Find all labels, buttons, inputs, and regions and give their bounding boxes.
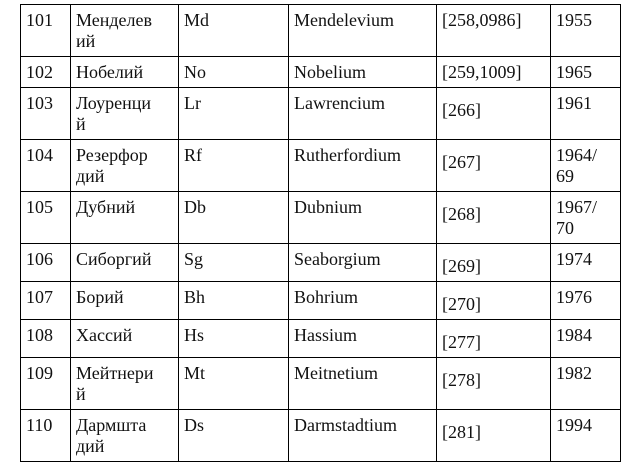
atomic-number-cell-text: 105 (26, 197, 53, 217)
atomic-number-cell-text: 101 (26, 10, 53, 30)
symbol-cell (179, 320, 289, 358)
atomic-number-cell-text: 102 (26, 62, 53, 82)
russian-name-cell-text: Менделев ий (76, 10, 153, 51)
atomic-number-cell (21, 410, 71, 462)
russian-name-cell-text: Нобелий (76, 62, 144, 82)
atomic-number-cell (21, 320, 71, 358)
table-row (21, 5, 621, 57)
english-name-cell (289, 5, 437, 57)
english-name-cell (289, 282, 437, 320)
russian-name-cell (71, 282, 179, 320)
atomic-number-cell-text: 108 (26, 325, 53, 345)
atomic-number-cell (21, 244, 71, 282)
table-row (21, 244, 621, 282)
english-name-cell-text: Bohrium (294, 287, 359, 307)
english-name-cell-text: Dubnium (294, 197, 363, 217)
russian-name-cell (71, 88, 179, 140)
table-row (21, 282, 621, 320)
russian-name-cell (71, 320, 179, 358)
elements-table (20, 4, 621, 462)
english-name-cell (289, 320, 437, 358)
atomic-number-cell (21, 358, 71, 410)
table-row (21, 88, 621, 140)
symbol-cell (179, 244, 289, 282)
russian-name-cell-text: Сиборгий (76, 249, 152, 269)
atomic-mass-cell-text: [267] (442, 152, 481, 172)
atomic-mass-cell-text: [277] (442, 332, 481, 352)
symbol-cell-text: Rf (184, 145, 202, 165)
english-name-cell (289, 244, 437, 282)
atomic-mass-cell (437, 358, 551, 410)
english-name-cell (289, 358, 437, 410)
english-name-cell-text: Lawrencium (294, 93, 385, 113)
table-row (21, 410, 621, 462)
russian-name-cell (71, 358, 179, 410)
table-row (21, 320, 621, 358)
table-row (21, 358, 621, 410)
atomic-mass-cell (437, 320, 551, 358)
russian-name-cell-text: Дармшта дий (76, 415, 147, 456)
discovery-year-cell-text: 1965 (556, 62, 592, 82)
table-row (21, 140, 621, 192)
english-name-cell-text: Rutherfordium (294, 145, 401, 165)
discovery-year-cell-text: 1982 (556, 363, 592, 383)
discovery-year-cell (551, 358, 621, 410)
discovery-year-cell (551, 140, 621, 192)
atomic-mass-cell (437, 410, 551, 462)
english-name-cell-text: Meitnetium (294, 363, 378, 383)
english-name-cell-text: Darmstadtium (294, 415, 397, 435)
atomic-mass-cell-text: [281] (442, 422, 481, 442)
discovery-year-cell (551, 88, 621, 140)
atomic-mass-cell-text: [270] (442, 294, 481, 314)
english-name-cell (289, 57, 437, 88)
discovery-year-cell (551, 192, 621, 244)
discovery-year-cell (551, 57, 621, 88)
discovery-year-cell-text: 1955 (556, 10, 592, 30)
russian-name-cell-text: Дубний (76, 197, 136, 217)
russian-name-cell-text: Мейтнери й (76, 363, 154, 404)
atomic-mass-cell-text: [259,1009] (442, 62, 522, 82)
discovery-year-cell-text: 1967/ 70 (556, 197, 598, 238)
atomic-mass-cell (437, 5, 551, 57)
russian-name-cell (71, 57, 179, 88)
atomic-number-cell-text: 106 (26, 249, 53, 269)
atomic-number-cell (21, 57, 71, 88)
discovery-year-cell (551, 410, 621, 462)
symbol-cell (179, 88, 289, 140)
symbol-cell-text: Bh (184, 287, 206, 307)
symbol-cell (179, 282, 289, 320)
discovery-year-cell-text: 1984 (556, 325, 592, 345)
symbol-cell (179, 5, 289, 57)
english-name-cell (289, 88, 437, 140)
atomic-mass-cell-text: [269] (442, 256, 481, 276)
table-row (21, 57, 621, 88)
atomic-mass-cell-text: [266] (442, 100, 481, 120)
symbol-cell (179, 140, 289, 192)
russian-name-cell (71, 192, 179, 244)
discovery-year-cell-text: 1994 (556, 415, 592, 435)
atomic-mass-cell-text: [278] (442, 370, 481, 390)
discovery-year-cell (551, 244, 621, 282)
english-name-cell (289, 192, 437, 244)
atomic-mass-cell-text: [258,0986] (442, 10, 522, 30)
atomic-number-cell (21, 5, 71, 57)
russian-name-cell (71, 5, 179, 57)
atomic-number-cell (21, 282, 71, 320)
russian-name-cell (71, 140, 179, 192)
english-name-cell-text: Hassium (294, 325, 357, 345)
russian-name-cell-text: Хассий (76, 325, 133, 345)
discovery-year-cell-text: 1961 (556, 93, 592, 113)
english-name-cell-text: Mendelevium (294, 10, 394, 30)
symbol-cell (179, 192, 289, 244)
atomic-number-cell-text: 104 (26, 145, 53, 165)
elements-table-body (21, 5, 621, 462)
symbol-cell-text: Ds (184, 415, 205, 435)
discovery-year-cell-text: 1976 (556, 287, 592, 307)
atomic-mass-cell (437, 244, 551, 282)
english-name-cell-text: Seaborgium (294, 249, 381, 269)
atomic-mass-cell-text: [268] (442, 204, 481, 224)
symbol-cell-text: Db (184, 197, 206, 217)
atomic-number-cell-text: 103 (26, 93, 53, 113)
symbol-cell-text: Sg (184, 249, 204, 269)
atomic-number-cell-text: 109 (26, 363, 53, 383)
atomic-mass-cell (437, 282, 551, 320)
atomic-number-cell (21, 88, 71, 140)
symbol-cell (179, 410, 289, 462)
english-name-cell (289, 140, 437, 192)
symbol-cell-text: Mt (184, 363, 206, 383)
russian-name-cell (71, 410, 179, 462)
symbol-cell-text: No (184, 62, 206, 82)
symbol-cell (179, 358, 289, 410)
discovery-year-cell-text: 1974 (556, 249, 592, 269)
discovery-year-cell (551, 282, 621, 320)
atomic-mass-cell (437, 192, 551, 244)
atomic-mass-cell (437, 88, 551, 140)
atomic-number-cell (21, 140, 71, 192)
discovery-year-cell (551, 5, 621, 57)
english-name-cell-text: Nobelium (294, 62, 366, 82)
symbol-cell-text: Md (184, 10, 210, 30)
symbol-cell-text: Lr (184, 93, 201, 113)
russian-name-cell-text: Резерфор дий (76, 145, 148, 186)
atomic-number-cell (21, 192, 71, 244)
russian-name-cell-text: Лоуренци й (76, 93, 151, 134)
symbol-cell (179, 57, 289, 88)
table-row (21, 192, 621, 244)
russian-name-cell (71, 244, 179, 282)
atomic-mass-cell (437, 140, 551, 192)
discovery-year-cell (551, 320, 621, 358)
atomic-number-cell-text: 107 (26, 287, 53, 307)
english-name-cell (289, 410, 437, 462)
symbol-cell-text: Hs (184, 325, 205, 345)
atomic-mass-cell (437, 57, 551, 88)
discovery-year-cell-text: 1964/ 69 (556, 145, 598, 186)
russian-name-cell-text: Борий (76, 287, 124, 307)
atomic-number-cell-text: 110 (26, 415, 53, 435)
